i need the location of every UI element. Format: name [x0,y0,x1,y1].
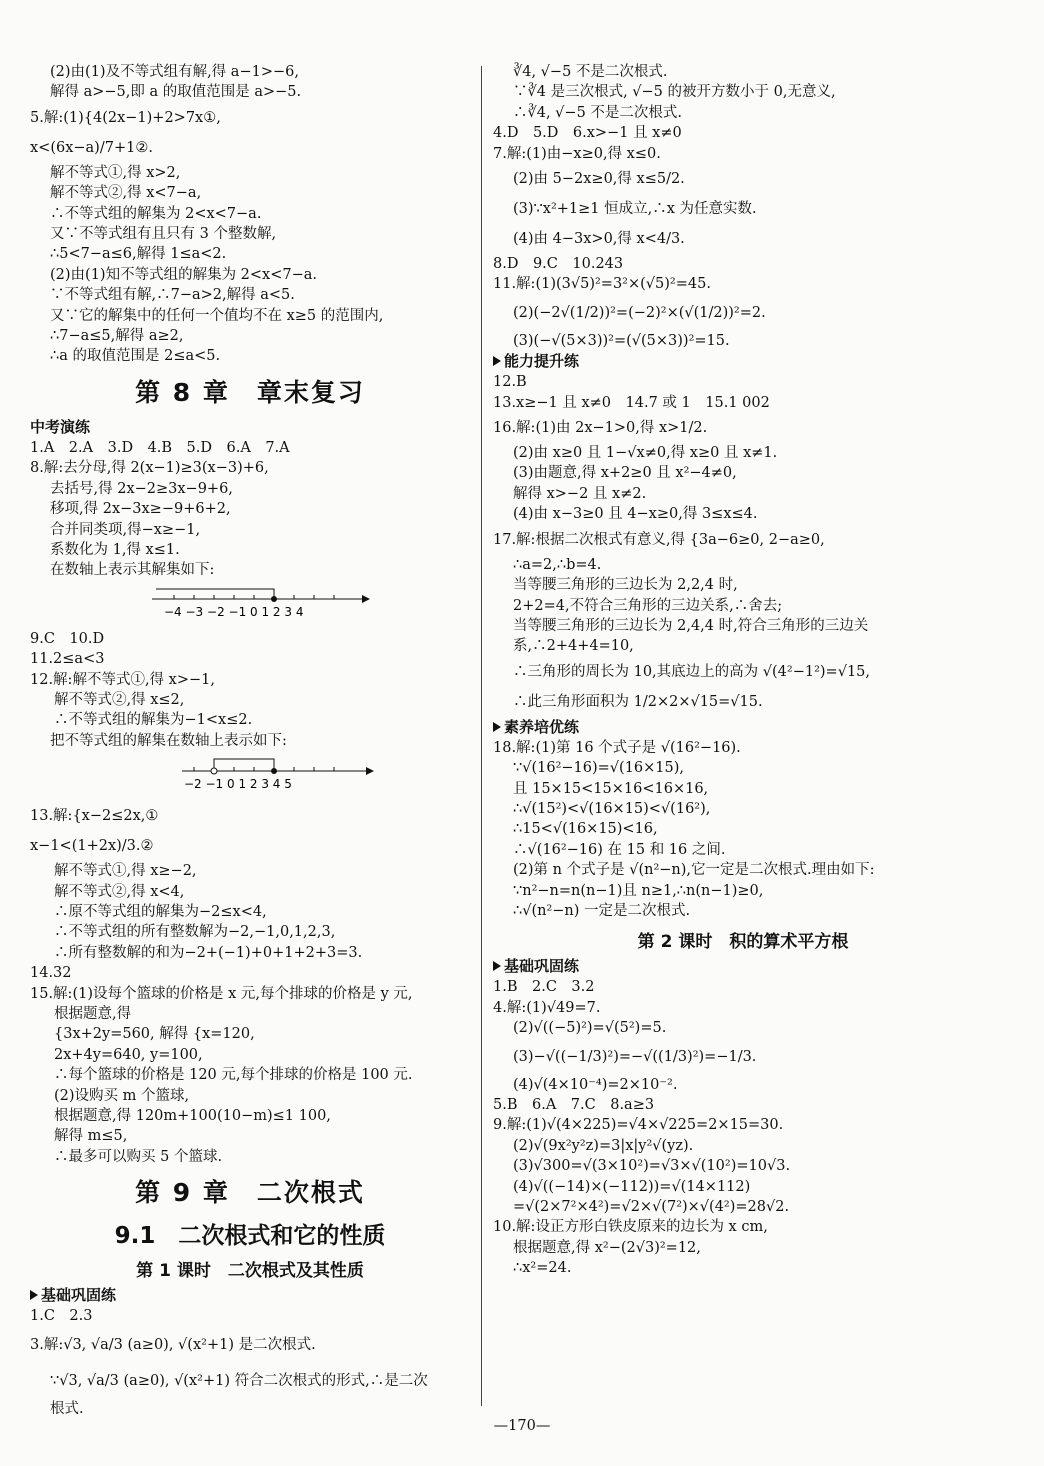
text-line: ∴此三角形面积为 1/2×2×√15=√15. [513,693,763,710]
answer-block-r2 [493,372,993,716]
text-line: (2)由(1)及不等式组有解,得 a−1>−6, [50,64,299,80]
text-line: x−1<(1+2x)/3.② [30,838,154,855]
answer-block-2 [30,438,470,581]
text-line: 根式. [50,1400,84,1417]
number-line-2-graphic [180,753,380,793]
text-line: ∵√3, √a/3 (a≥0), √(x²+1) 符合二次根式的形式,∴是二次 [50,1372,428,1389]
triangle-bullet-icon [493,722,501,732]
left-column [30,62,470,1419]
text-line: ∛4, √−5 不是二次根式. [513,64,668,80]
text-line: 移项,得 2x−3x≥−9+6+2, [50,501,231,518]
text-line: 15.解:(1)设每个篮球的价格是 x 元,每个排球的价格是 y 元, [30,985,413,1002]
text-line: 当等腰三角形的三边长为 2,2,4 时, [513,577,738,594]
text-line: 8.解:去分母,得 2(x−1)≥3(x−3)+6, [30,460,269,477]
text-line: ∴√(15²)<√(16×15)<√(16²), [513,800,711,817]
text-line: ∴最多可以购买 5 个篮球. [54,1148,223,1165]
text-line: ∴原不等式组的解集为−2≤x<4, [54,903,267,920]
text-line: 8.D 9.C 10.243 [493,256,624,273]
text-line: 10.解:设正方形白铁皮原来的边长为 x cm, [493,1219,768,1236]
lesson-2-title: 第 2 课时 积的算术平方根 [637,932,849,953]
answer-block-5 [30,1306,470,1419]
text-line: 且 15×15<15×16<16×16, [513,780,709,797]
text-line: ∵√(16²−16)=√(16×15), [513,760,685,777]
text-line: ∴不等式组的所有整数解为−2,−1,0,1,2,3, [54,924,336,941]
text-line: 14.32 [30,965,72,982]
text-line: ∴5<7−a≤6,解得 1≤a<2. [50,246,227,263]
text-line: 13.解:{x−2≤2x,① [30,808,159,825]
column-divider [481,66,482,1406]
text-line: 解不等式②,得 x≤2, [54,691,185,708]
text-line: 1.C 2.3 [30,1308,93,1325]
chapter-9-title: 第 9 章 二次根式 [135,1178,365,1208]
answer-block-3 [30,629,470,751]
text-line: (3)(−√(5×3))²=(√(5×3))²=15. [513,332,730,349]
text-line: 在数轴上表示其解集如下: [50,562,215,579]
text-line: 5.解:(1){4(2x−1)+2>7x①, [30,109,221,126]
text-line: ∴7−a≤5,解得 a≥2, [50,328,184,345]
text-line: (3)∵x²+1≥1 恒成立,∴x 为任意实数. [513,201,757,218]
text-line: 11.解:(1)(3√5)²=3²×(√5)²=45. [493,276,711,293]
text-line: 1.B 2.C 3.2 [493,979,595,996]
text-line: ∴x²=24. [513,1260,572,1277]
text-line: 1.A 2.A 3.D 4.B 5.D 6.A 7.A [30,439,290,456]
section-heading-jichu [30,1285,470,1306]
text-line: 3.解:√3, √a/3 (a≥0), √(x²+1) 是二次根式. [30,1336,316,1353]
text-line: (3)−√((−1/3)²)=−√((1/3)²)=−1/3. [513,1048,757,1065]
text-line: 当等腰三角形的三边长为 2,4,4 时,符合三角形的三边关 [513,617,869,634]
text-line: 16.解:(1)由 2x−1>0,得 x>1/2. [493,420,708,437]
number-line-1-graphic [150,585,370,621]
text-line: ∴√(n²−n) 一定是二次根式. [513,902,691,919]
text-line: 合并同类项,得−x≥−1, [50,521,201,538]
text-line: 4.D 5.D 6.x>−1 且 x≠0 [493,125,682,142]
answer-block-1 [30,62,470,367]
answer-block-r1 [493,62,993,351]
text-line: 9.C 10.D [30,630,105,647]
text-line: 又∵不等式组有且只有 3 个整数解, [50,226,277,243]
answer-block-r4 [493,977,993,1278]
text-line: (2)第 n 个式子是 √(n²−n),它一定是二次根式.理由如下: [513,862,875,879]
text-line: (2)由 x≥0 且 1−√x≠0,得 x≥0 且 x≠1. [513,445,778,462]
text-line: ∴三角形的周长为 10,其底边上的高为 √(4²−1²)=√15, [513,663,871,680]
text-line: (2)√((−5)²)=√(5²)=5. [513,1020,667,1037]
triangle-bullet-icon [30,1290,38,1300]
text-line: ∵不等式组有解,∴7−a>2,解得 a<5. [50,287,295,304]
text-line: 9.解:(1)√(4×225)=√4×√225=2×15=30. [493,1117,784,1134]
text-line: (2)√(9x²y²z)=3|x|y²√(yz). [513,1137,694,1154]
text-line: ∵∛4 是三次根式, √−5 的被开方数小于 0,无意义, [513,84,836,101]
triangle-bullet-icon [493,356,501,366]
text-line: ∴不等式组的解集为 2<x<7−a. [50,205,262,222]
text-line: 7.解:(1)由−x≥0,得 x≤0. [493,145,661,162]
text-line: ∴√(16²−16) 在 15 和 16 之间. [513,841,726,858]
text-line: 根据题意,得 [54,1006,132,1022]
section-heading-jichu-2 [493,956,993,977]
text-line: 11.2≤a<3 [30,651,105,668]
text-line: 又∵它的解集中的任何一个值均不在 x≥5 的范围内, [50,307,384,324]
text-line: 2+2=4,不符合三角形的三边关系,∴舍去; [513,597,783,614]
text-line: (4)由 4−3x>0,得 x<4/3. [513,231,685,248]
text-line: (3)√300=√(3×10²)=√3×√(10²)=10√3. [513,1158,791,1175]
text-line: ∴不等式组的解集为−1<x≤2. [54,712,253,729]
text-line: (3)由题意,得 x+2≥0 且 x²−4≠0, [513,465,737,482]
heading-label: 素养培优练 [504,717,580,736]
text-line: ∴a 的取值范围是 2≤a<5. [50,348,221,365]
number-line-1-ticks: −4 −3 −2 −1 0 1 2 3 4 [164,604,304,619]
text-line: 12.解:解不等式①,得 x>−1, [30,671,215,688]
text-line: (4)√((−14)×(−112))=√(14×112) [513,1178,751,1195]
text-line: 5.B 6.A 7.C 8.a≥3 [493,1097,655,1113]
text-line: 13.x≥−1 且 x≠0 14.7 或 1 15.1 002 [493,394,770,411]
section-9-1-title: 9.1 二次根式和它的性质 [114,1223,386,1250]
section-heading-nengli [493,351,993,372]
text-line: 4.解:(1)√49=7. [493,999,601,1016]
text-line: (2)设购买 m 个篮球, [54,1087,190,1104]
text-line: 解得 m≤5, [54,1128,128,1145]
heading-label: 基础巩固练 [41,1286,117,1305]
triangle-bullet-icon [493,961,501,971]
heading-label: 能力提升练 [504,352,580,371]
text-line: (2)(−2√(1/2))²=(−2)²×(√(1/2))²=2. [513,304,766,321]
chapter-8-title: 第 8 章 章末复习 [135,377,365,407]
text-line: ∴每个篮球的价格是 120 元,每个排球的价格是 100 元. [54,1067,413,1084]
text-line: 解得 a>−5,即 a 的取值范围是 a>−5. [50,84,302,101]
heading-label: 基础巩固练 [504,957,580,976]
text-line: 18.解:(1)第 16 个式子是 √(16²−16). [493,739,741,756]
text-line: 把不等式组的解集在数轴上表示如下: [50,732,287,749]
text-line: =√(2×7²×4²)=√2×√(7²)×√(4²)=28√2. [513,1199,790,1216]
lesson-1-title: 第 1 课时 二次根式及其性质 [136,1261,364,1282]
text-line: x<(6x−a)/7+1②. [30,139,153,156]
text-line: ∴15<√(16×15)<16, [513,821,658,838]
text-line: 解不等式①,得 x>2, [50,164,181,181]
text-line: ∵n²−n=n(n−1)且 n≥1,∴n(n−1)≥0, [513,882,764,899]
right-column [493,62,993,1279]
number-line-2-ticks: −2 −1 0 1 2 3 4 5 [184,777,292,792]
number-line-2 [180,753,470,797]
text-line: 系,∴2+4+4=10, [513,638,634,655]
answer-block-4 [30,801,470,1167]
text-line: (2)由(1)知不等式组的解集为 2<x<7−a. [50,266,318,283]
text-line: {3x+2y=560, 解得 {x=120, [54,1026,255,1043]
section-heading-zhongkao: 中考演练 [30,417,91,436]
text-line: 2x+4y=640, y=100, [54,1046,203,1063]
text-line: (2)由 5−2x≥0,得 x≤5/2. [513,171,685,188]
text-line: 解不等式②,得 x<7−a, [50,185,202,202]
text-line: 根据题意,得 120m+100(10−m)≤1 100, [54,1108,331,1125]
text-line: (4)由 x−3≥0 且 4−x≥0,得 3≤x≤4. [513,506,758,523]
text-line: ∴∛4, √−5 不是二次根式. [513,104,683,121]
text-line: ∴所有整数解的和为−2+(−1)+0+1+2+3=3. [54,944,363,961]
text-line: 系数化为 1,得 x≤1. [50,541,180,558]
section-heading-suyang [493,717,993,738]
text-line: 解不等式②,得 x<4, [54,883,185,900]
text-line: 去括号,得 2x−2≥3x−9+6, [50,480,233,497]
text-line: 解不等式①,得 x≥−2, [54,863,197,880]
text-line: 12.B [493,374,527,391]
text-line: (4)√(4×10⁻⁴)=2×10⁻². [513,1076,678,1093]
page-number: —170— [493,1418,551,1434]
text-line: 根据题意,得 x²−(2√3)²=12, [513,1239,701,1256]
answer-block-r3 [493,738,993,922]
text-line: 解得 x>−2 且 x≠2. [513,485,647,502]
text-line: ∴a=2,∴b=4. [513,556,602,573]
number-line-1 [150,585,470,625]
text-line: 17.解:根据二次根式有意义,得 {3a−6≥0, 2−a≥0, [493,531,825,548]
